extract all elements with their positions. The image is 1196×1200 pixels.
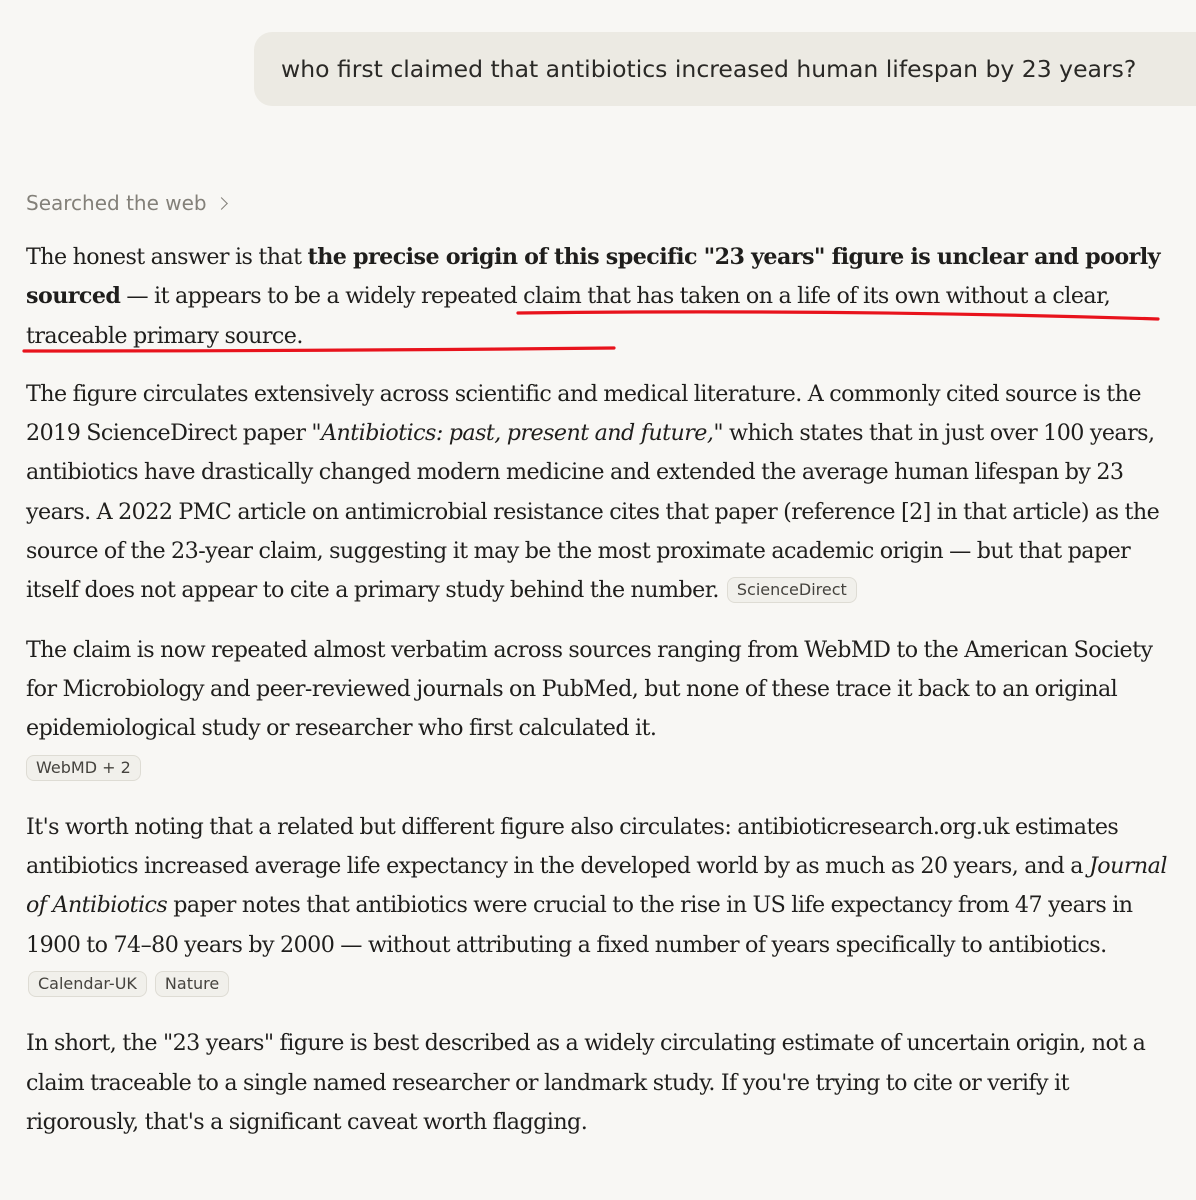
p1-mid: — it appears to be a <box>120 283 346 310</box>
citation-nature[interactable]: Nature <box>155 971 229 997</box>
answer-paragraph-3 <box>26 631 1176 788</box>
citation-webmd[interactable]: WebMD + 2 <box>26 755 141 781</box>
searched-web-label: Searched the web <box>26 191 207 215</box>
p2-paper-title: "Antibiotics: past, present and future," <box>311 420 723 447</box>
p1-intro: The honest answer is that <box>26 244 308 270</box>
p5-text: In short, the "23 years" figure is best described as a widely circulating estimate of uncertain origin, not a claim traceable to a single named researcher or landmark study. If you're trying to cite or verify it rigorously, that's a significant caveat worth flagging. <box>26 1030 1146 1135</box>
answer-paragraph-5 <box>26 1024 1176 1142</box>
assistant-answer <box>26 238 1176 1142</box>
user-message-bubble <box>254 32 1196 106</box>
p1-bold-claim: the precise origin of this specific "23 years" figure is unclear and poorly sourced <box>26 244 1160 310</box>
p2-text-a: The figure circulates extensively across scientific and medical literature. A commonly cited source is the 2019 ScienceDirect paper <box>26 380 1141 447</box>
answer-paragraph-2 <box>26 375 1176 611</box>
citation-sciencedirect[interactable]: ScienceDirect <box>727 577 857 603</box>
p3-text: The claim is now repeated almost verbatim across sources ranging from WebMD to the American Society for Microbiology and peer-reviewed journals on PubMed, but none of these trace it back to an original epidemiological study or researcher who first calculated it. <box>26 636 1153 742</box>
p2-text-b: which states that in just over 100 years, antibiotics have drastically changed modern medicine and extended the average human lifespan by 23 years. A 2022 PMC article on antimicrobial resistance cites that paper (reference [2] in that article) as the source of the 23-year claim, suggesting it may be the most proximate academic origin — but that paper itself does not appear to cite a primary study behind the number. <box>26 420 1160 604</box>
answer-paragraph-4 <box>26 808 1176 1004</box>
p4-text-a: It's worth noting that a related but different figure also circulates: antibioticresearch.org.uk estimates antibiotics increased average life expectancy in the developed world by as much as 20 years, and a <box>26 813 1119 880</box>
chevron-right-icon <box>215 197 228 210</box>
user-message-text: who first claimed that antibiotics increased human lifespan by 23 years? <box>281 55 1137 83</box>
p4-journal-name: Journal of Antibiotics <box>26 853 1167 919</box>
answer-paragraph-1 <box>26 238 1176 356</box>
searched-web-toggle[interactable] <box>26 191 226 215</box>
citation-calendar-uk[interactable]: Calendar-UK <box>28 971 147 997</box>
p4-text-b: paper notes that antibiotics were crucial to the rise in US life expectancy from 47 years in 1900 to 74–80 years by 2000 — without attributing a fixed number of years specifically to antibiotics. <box>26 892 1133 958</box>
p1-highlighted-claim: widely repeated claim that has taken on a life of its own without a clear, traceable primary source. <box>26 283 1111 349</box>
